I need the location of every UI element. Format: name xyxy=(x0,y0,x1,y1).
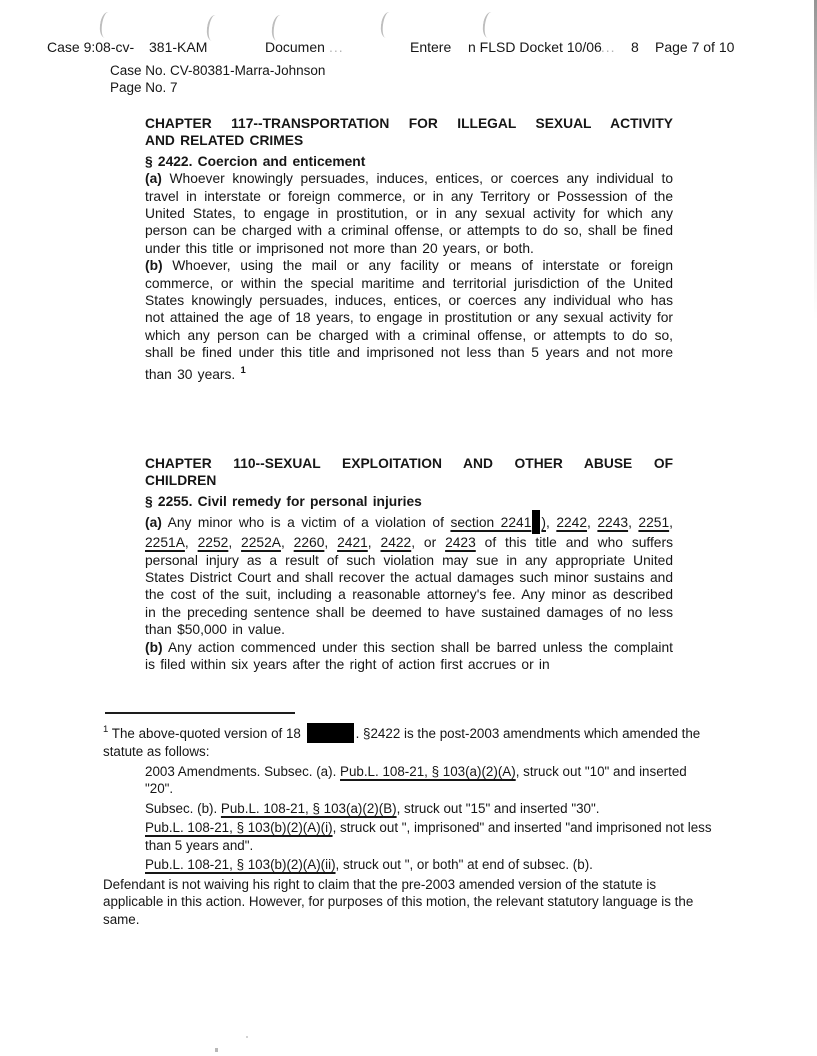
scan-dot-artifact xyxy=(215,1048,218,1052)
footnote-item xyxy=(145,800,715,818)
section-2422-heading: § 2422. Coercion and enticement xyxy=(145,153,366,169)
case-no-line: Case No. CV-80381-Marra-Johnson xyxy=(110,63,326,78)
scan-artifact-icon xyxy=(270,14,286,42)
text-segment: Pub.L. 108-21, § 103(b)(2)(A)(i) xyxy=(145,820,333,835)
docket-page-indicator: Page 7 of 10 xyxy=(655,39,735,55)
docket-entered-date: n FLSD Docket 10/06 xyxy=(468,39,602,55)
text-segment: , xyxy=(545,515,557,531)
text-segment: , xyxy=(587,515,598,531)
text-segment: , struck out "10" and inserted "20". xyxy=(145,763,687,796)
text-segment: , struck out "15" and inserted "30". xyxy=(396,800,600,816)
case-number-block xyxy=(110,63,325,96)
scan-artifact-icon xyxy=(205,14,221,42)
chapter-110-heading-line2: CHILDREN xyxy=(145,473,217,489)
text-segment: (a) xyxy=(145,171,162,187)
statute-2255-paragraph-b xyxy=(145,639,673,674)
text-segment: Defendant is not waiving his right to claim that the pre-2003 amended version of the statute is applicable in this action. However, for purposes of this motion, the relevant statutory language is the same. xyxy=(103,876,694,927)
text-segment: Any action commenced under this section shall be barred unless the complaint is filed within six years after the right of action first accrues or in xyxy=(145,639,673,673)
docket-entered-date-tail: 8 xyxy=(631,39,639,55)
text-segment: , xyxy=(280,535,294,551)
text-segment: Whoever knowingly persuades, induces, entices, or coerces any individual to travel in interstate or foreign commerce, or in any Territory or Possession of the United States, to engage in prostitution, or in any sexual activity for which any person can be charged with a criminal offense, or attempts to do so, shall be fined under this title or imprisoned not more than 20 years, or both. xyxy=(145,171,673,256)
chapter-110-heading xyxy=(145,455,673,490)
statute-2255-paragraph-a xyxy=(145,510,673,638)
text-segment: , xyxy=(628,515,639,531)
text-segment: , xyxy=(228,535,242,551)
text-segment: (a) xyxy=(145,515,162,531)
text-segment: 2422 xyxy=(380,535,412,551)
text-segment: , xyxy=(367,535,381,551)
text-segment: , struck out ", or both" at end of subsec. (b). xyxy=(335,857,593,872)
text-segment: 2421 xyxy=(337,535,368,551)
text-segment: Pub.L. 108-21, § 103(b)(2)(A)(ii) xyxy=(145,857,336,872)
page-no-line: Page No. 7 xyxy=(110,79,178,95)
footnote-intro xyxy=(103,721,715,761)
text-segment: 2243 xyxy=(597,515,629,531)
footnote-item xyxy=(145,763,715,798)
docket-entered-label: Entere xyxy=(410,39,452,55)
footnote-item xyxy=(145,856,715,874)
text-segment: 2251A xyxy=(145,535,185,551)
text-segment: , struck out ", imprisoned" and inserted "and imprisoned not less than 5 years and". xyxy=(145,820,712,853)
redaction-mark xyxy=(307,723,354,743)
text-segment: of this title and who suffers personal injury as a result of such violation may sue in any appropriate United States District Court and shall recover the actual damages such minor sustains and the cost of the suit, including a reasonable attorney's fee. Any minor as described in the preceding sentence shall be deemed to have sustained damages of no less than $50,000 in value. xyxy=(145,535,673,638)
footnote-rule xyxy=(105,712,295,714)
text-segment: Any minor who is a victim of a violation of xyxy=(161,515,451,531)
scan-artifact-icon xyxy=(481,11,497,39)
chapter-117-heading-line2: AND RELATED CRIMES xyxy=(145,133,304,149)
section-2255-heading: § 2255. Civil remedy for personal injuries xyxy=(145,493,422,509)
chapter-117-heading xyxy=(145,115,673,150)
text-segment: 2423 xyxy=(445,535,476,551)
text-segment: (b) xyxy=(145,258,163,274)
redaction-mark xyxy=(532,510,540,534)
footnote-closing xyxy=(103,876,715,929)
text-segment: Pub.L. 108-21, § 103(a)(2)(B) xyxy=(220,800,397,816)
docket-document-label: Documen xyxy=(265,39,325,55)
docket-case-number: Case 9:08-cv- xyxy=(47,39,135,55)
chapter-117-heading-line1: CHAPTER 117--TRANSPORTATION FOR ILLEGAL SEXUAL ACTIVITY xyxy=(145,116,673,131)
chapter-110-heading-line1: CHAPTER 110--SEXUAL EXPLOITATION AND OTHER ABUSE OF xyxy=(145,456,673,471)
statute-2422-paragraph-b xyxy=(145,257,673,383)
text-segment: section 2241 xyxy=(450,515,532,531)
docket-header xyxy=(47,39,787,59)
text-segment: Whoever, using the mail or any facility or means of interstate or foreign commerce, or within the special maritime and territorial jurisdiction of the United States knowingly persuades, induces, entices, or coerces any individual who has not attained the age of 18 years, to engage in prostitution or any sexual activity for which any person can be charged with a criminal offense, or attempts to do so, shall be fined under this title and imprisoned not less than 5 years and not more than 30 years. xyxy=(145,258,673,382)
text-segment: 1 xyxy=(103,724,109,735)
text-segment: 1 xyxy=(240,364,246,376)
footnote xyxy=(103,712,715,928)
text-segment: , xyxy=(669,515,673,531)
statute-2422-paragraph-a xyxy=(145,170,673,257)
text-segment: 2251 xyxy=(638,515,670,531)
scan-smudge: .... xyxy=(596,39,616,55)
text-segment: 2242 xyxy=(556,515,588,531)
scan-artifact-icon xyxy=(379,11,395,39)
text-segment: 2252 xyxy=(197,535,229,551)
scan-dot-artifact xyxy=(246,1036,248,1038)
text-segment: , or xyxy=(411,535,446,551)
footnote-item xyxy=(145,819,715,854)
docket-case-number-tail: 381-KAM xyxy=(149,39,208,55)
section-2422 xyxy=(145,115,673,383)
scan-smudge: ... xyxy=(329,39,344,55)
text-segment: , xyxy=(324,535,338,551)
text-segment: ) xyxy=(541,515,546,531)
text-segment: 2260 xyxy=(293,535,325,551)
scan-artifact-icon xyxy=(98,11,114,39)
text-segment: Subsec. (b). xyxy=(145,800,221,816)
text-segment: 2252A xyxy=(241,535,281,551)
text-segment: The above-quoted version of 18 xyxy=(108,726,305,741)
text-segment: . §2422 is the post-2003 amendments which amended the statute as follows: xyxy=(103,726,701,759)
text-segment: (b) xyxy=(145,639,163,655)
text-segment: Pub.L. 108-21, § 103(a)(2)(A) xyxy=(340,763,516,779)
text-segment: , xyxy=(184,535,198,551)
section-2255 xyxy=(145,455,673,673)
text-segment: 2003 Amendments. Subsec. (a). xyxy=(145,763,341,779)
